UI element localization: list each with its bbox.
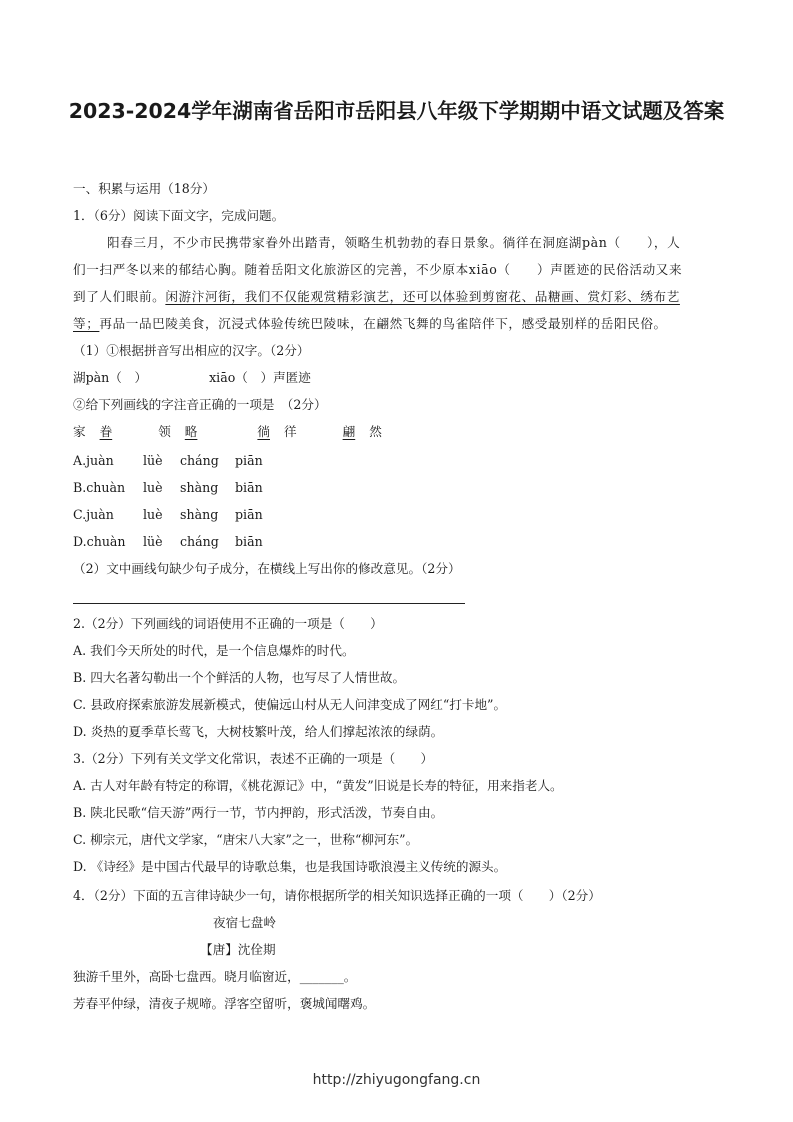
question-1-part-1: （1）①根据拼音写出相应的汉字。（2分）	[73, 343, 310, 358]
question-1-part-2: （2）文中画线句缺少句子成分，在横线上写出你的修改意见。（2分）	[73, 561, 461, 576]
page-title: 2023-2024学年湖南省岳阳市岳阳县八年级下学期期中语文试题及答案	[68, 99, 725, 123]
q2-option-c: C. 县政府探索旅游发展新模式，使偏远山村从无人问津变成了网红“打卡地”。	[73, 697, 507, 712]
underlined-sentence-end: 等；	[73, 316, 100, 331]
q2-option-a: A. 我们今天所处的时代，是一个信息爆炸的时代。	[73, 643, 355, 658]
q3-option-d: D. 《诗经》是中国古代最早的诗歌总集，也是我国诗歌浪漫主义传统的源头。	[73, 859, 507, 874]
question-1-part-1b: ②给下列画线的字注音正确的一项是 （2分）	[73, 397, 327, 412]
question-1-stem: 1．（6分）阅读下面文字，完成问题。	[73, 208, 285, 223]
question-2-stem: 2.（2分）下列画线的词语使用不正确的一项是（ ）	[73, 616, 383, 631]
question-3-stem: 3.（2分）下列有关文学文化常识，表述不正确的一项是（ ）	[73, 751, 434, 766]
fill-blank-xiao: xiāo（ ）声匿迹	[209, 370, 311, 385]
option-a: A.juàn lüè cháng piān	[73, 453, 263, 468]
passage-line	[73, 289, 680, 305]
q2-option-d: D. 炎热的夏季草长莺飞，大树枝繁叶茂，给人们撑起浓浓的绿荫。	[73, 724, 444, 739]
section-heading: 一、积累与运用（18分）	[73, 181, 215, 196]
option-b: B.chuàn luè shàng biān	[73, 480, 263, 495]
underlined-sentence: 闲游汴河街，我们不仅能观赏精彩演艺，还可以体验到剪窗花、品糖画、赏灯彩、绣布艺	[165, 289, 680, 304]
answer-line[interactable]	[73, 603, 465, 604]
passage-line: 阳春三月，不少市民携带家眷外出踏青，领略生机勃勃的春日景象。徜徉在洞庭湖pàn（ ），人	[107, 235, 681, 250]
pinyin-fill-row	[73, 370, 311, 386]
option-c: C.juàn luè shàng piān	[73, 507, 263, 522]
q2-option-b: B. 四大名著勾勒出一个个鲜活的人物，也写尽了人情世故。	[73, 670, 406, 685]
q3-option-b: B. 陕北民歌“信天游”两行一节，节内押韵，形式活泼，节奏自由。	[73, 805, 444, 820]
poem-author: 【唐】沈佺期	[200, 942, 276, 957]
passage-text: 到了人们眼前。	[73, 289, 166, 304]
passage-line	[73, 316, 667, 332]
marked-word: 徜 徉	[257, 424, 297, 439]
q3-option-a: A. 古人对年龄有特定的称谓，《桃花源记》中，“黄发”旧说是长寿的特征，用来指老人。	[73, 778, 563, 793]
marked-word: 家 眷	[73, 424, 113, 439]
fill-blank-pan: 湖pàn（ ）	[73, 370, 148, 385]
poem-title: 夜宿七盘岭	[213, 915, 276, 930]
marked-words-row	[73, 424, 410, 440]
q3-option-c: C. 柳宗元，唐代文学家，“唐宋八大家”之一，世称“柳河东”。	[73, 832, 419, 847]
marked-word: 领 略	[158, 424, 198, 439]
footer-url: http://zhiyugongfang.cn	[312, 1072, 481, 1088]
question-4-stem: 4．（2分）下面的五言律诗缺少一句，请你根据所学的相关知识选择正确的一项（ ）（2分）	[73, 888, 601, 903]
passage-text: 再品一品巴陵美食，沉浸式体验传统巴陵味，在翩然飞舞的鸟雀陪伴下，感受最别样的岳阳民俗。	[99, 316, 667, 331]
poem-line: 独游千里外，高卧七盘西。晓月临窗近，_______。	[73, 969, 357, 984]
option-d: D.chuàn lüè cháng biān	[73, 534, 263, 549]
marked-word: 翩 然	[342, 424, 382, 439]
passage-line: 们一扫严冬以来的郁结心胸。随着岳阳文化旅游区的完善，不少原本xiāo（ ）声匿迹的民俗活动又来	[73, 262, 683, 277]
poem-line: 芳春平仲绿，清夜子规啼。浮客空留听，褒城闻曙鸡。	[73, 996, 376, 1011]
